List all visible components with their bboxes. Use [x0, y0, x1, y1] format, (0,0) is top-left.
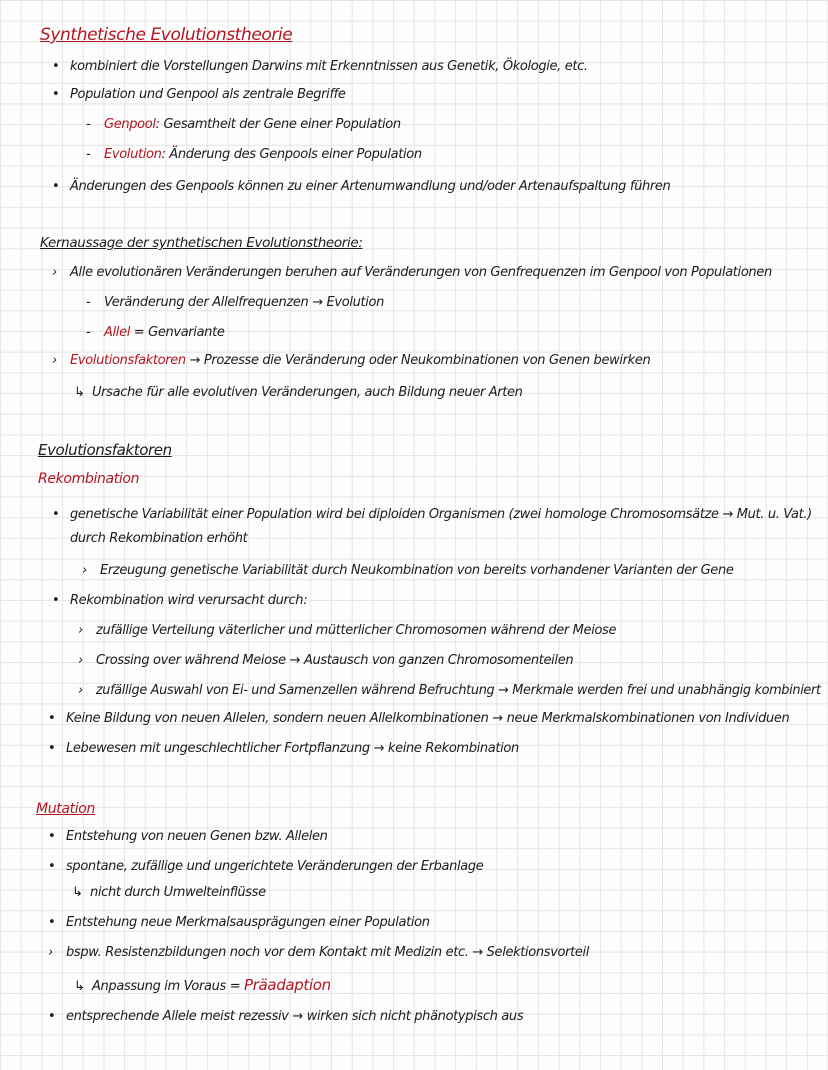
- rekombination-line-1: • genetische Variabilität einer Population wird bei diploiden Organismen (zwei homologe Chromosomsätze → Mut. u. Vat.): [52, 507, 812, 522]
- rekombination-line-9: • Lebewesen mit ungeschlechtlicher Fortpflanzung → keine Rekombination: [48, 741, 519, 756]
- kernaussage-heading: Kernaussage der synthetischen Evolutionstheorie:: [40, 235, 363, 251]
- mutation-line-7: • entsprechende Allele meist rezessiv → wirken sich nicht phänotypisch aus: [48, 1009, 524, 1024]
- mutation-line-2: • spontane, zufällige und ungerichtete Veränderungen der Erbanlage: [48, 859, 484, 874]
- intro-genpool-definition: - Genpool: Gesamtheit der Gene einer Population: [86, 117, 401, 132]
- intro-line-2: • Population und Genpool als zentrale Begriffe: [52, 87, 346, 102]
- mutation-line-5: › bspw. Resistenzbildungen noch vor dem Kontakt mit Medizin etc. → Selektionsvorteil: [48, 945, 590, 960]
- intro-line-1: • kombiniert die Vorstellungen Darwins mit Erkenntnissen aus Genetik, Ökologie, etc.: [52, 59, 588, 74]
- rekombination-line-2: durch Rekombination erhöht: [70, 531, 248, 546]
- kern-evolutionsfaktoren-definition: › Evolutionsfaktoren → Prozesse die Veränderung oder Neukombinationen von Genen bewirken: [52, 353, 651, 368]
- kern-line-5: ↳ Ursache für alle evolutiven Veränderungen, auch Bildung neuer Arten: [74, 385, 523, 400]
- mutation-line-1: • Entstehung von neuen Genen bzw. Allelen: [48, 829, 328, 844]
- mutation-line-4: • Entstehung neue Merkmalsausprägungen einer Population: [48, 915, 430, 930]
- rekombination-line-8: • Keine Bildung von neuen Allelen, sondern neuen Allelkombinationen → neue Merkmalskombinationen von Individuen: [48, 711, 790, 726]
- rekombination-heading: Rekombination: [38, 471, 140, 487]
- mutation-heading: Mutation: [36, 801, 96, 817]
- rekombination-line-3: › Erzeugung genetische Variabilität durch Neukombination von bereits vorhandener Varianten der Gene: [82, 563, 734, 578]
- kern-line-1: › Alle evolutionären Veränderungen beruhen auf Veränderungen von Genfrequenzen im Genpool von Populationen: [52, 265, 772, 280]
- page-title: Synthetische Evolutionstheorie: [40, 25, 293, 45]
- mutation-praeadaption-line: ↳ Anpassung im Voraus = Präadaption: [74, 976, 331, 994]
- rekombination-line-7: › zufällige Auswahl von Ei- und Samenzellen während Befruchtung → Merkmale werden frei und unabhängig kombiniert: [78, 683, 821, 698]
- intro-line-5: • Änderungen des Genpools können zu einer Artenumwandlung und/oder Artenaufspaltung führen: [52, 179, 671, 194]
- mutation-line-3: ↳ nicht durch Umwelteinflüsse: [72, 885, 266, 900]
- evolutionsfaktoren-heading: Evolutionsfaktoren: [38, 441, 172, 459]
- intro-evolution-definition: - Evolution: Änderung des Genpools einer Population: [86, 147, 422, 162]
- rekombination-line-6: › Crossing over während Meiose → Austausch von ganzen Chromosomenteilen: [78, 653, 574, 668]
- rekombination-line-5: › zufällige Verteilung väterlicher und mütterlicher Chromosomen während der Meiose: [78, 623, 617, 638]
- rekombination-line-4: • Rekombination wird verursacht durch:: [52, 593, 308, 608]
- kern-line-2: - Veränderung der Allelfrequenzen → Evolution: [86, 295, 385, 310]
- kern-allel-definition: - Allel = Genvariante: [86, 325, 225, 340]
